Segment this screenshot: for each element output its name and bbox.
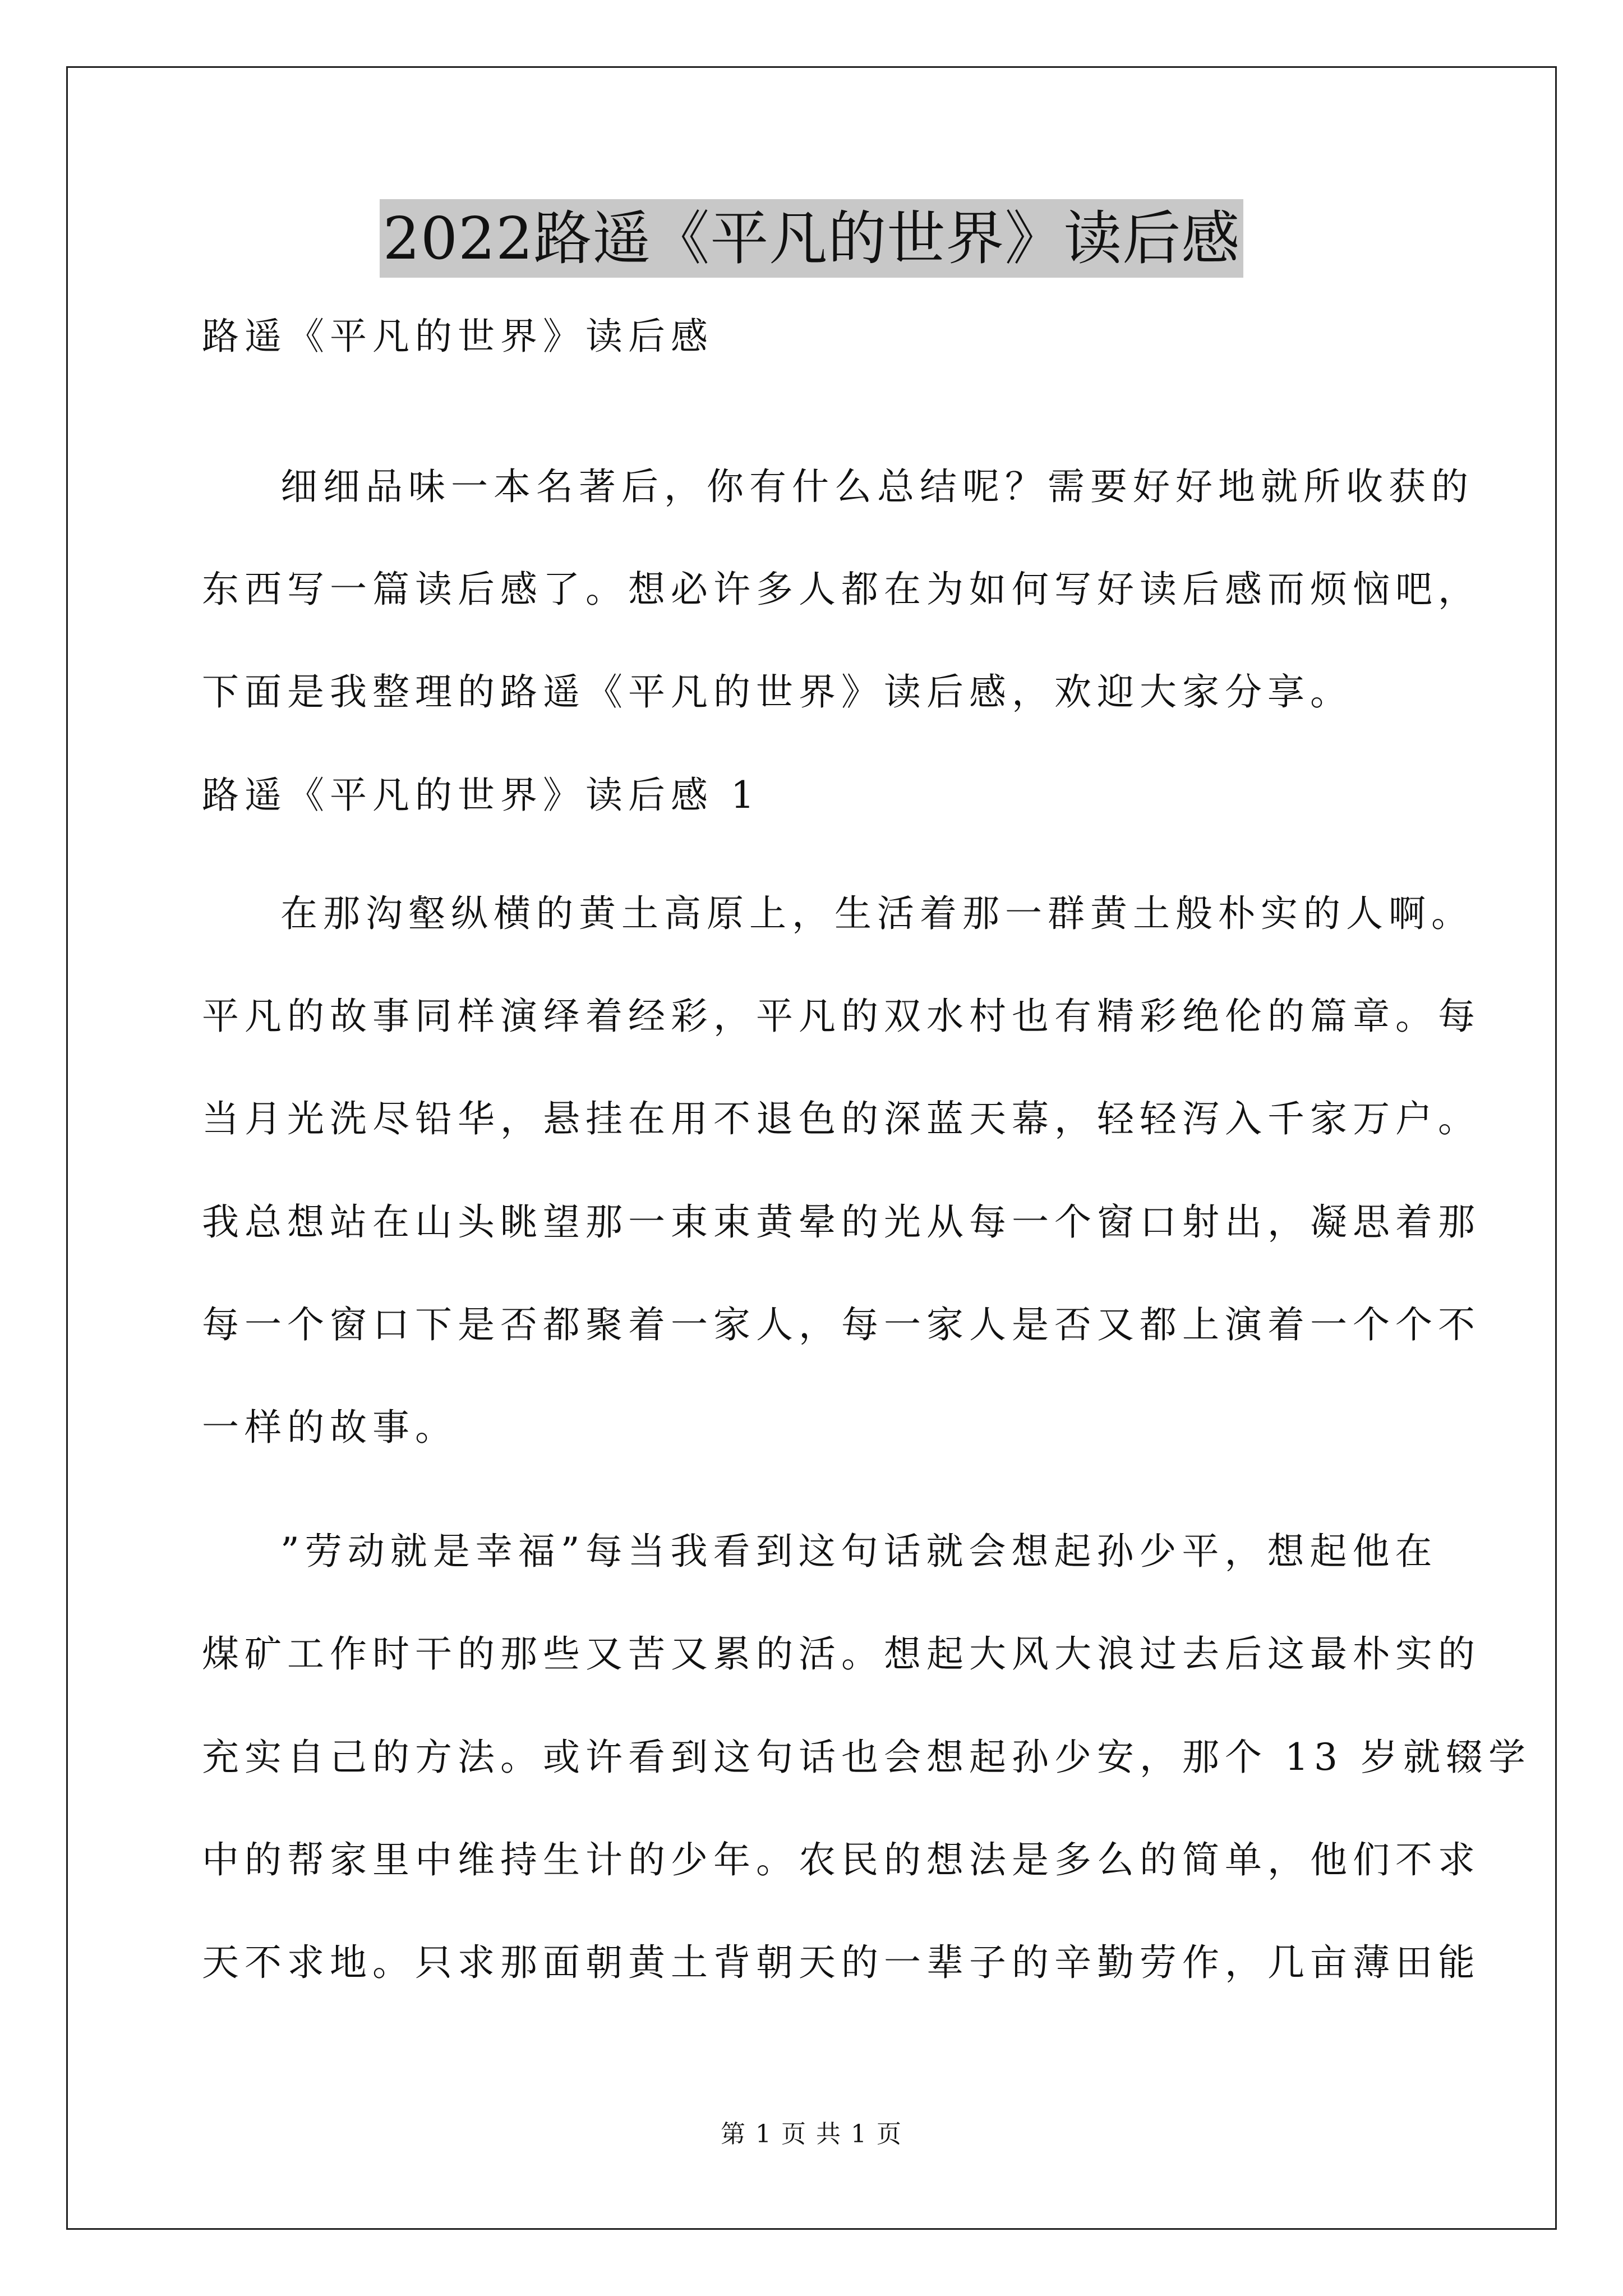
page-border xyxy=(66,66,1557,2230)
section-heading: 路遥《平凡的世界》读后感 1 xyxy=(202,774,760,817)
paragraph-line: 东西写一篇读后感了。想必许多人都在为如何写好读后感而烦恼吧， xyxy=(202,568,1481,611)
paragraph-line: 我总想站在山头眺望那一束束黄晕的光从每一个窗口射出，凝思着那 xyxy=(202,1200,1481,1244)
paragraph-line: 天不求地。只求那面朝黄土背朝天的一辈子的辛勤劳作，几亩薄田能 xyxy=(202,1941,1481,1984)
paragraph-line: 下面是我整理的路遥《平凡的世界》读后感，欢迎大家分享。 xyxy=(202,670,1353,714)
paragraph-line: 当月光洗尽铅华，悬挂在用不退色的深蓝天幕，轻轻泻入千家万户。 xyxy=(202,1097,1481,1140)
page-footer: 第 1 页 共 1 页 xyxy=(721,2120,902,2148)
paragraph-line: 每一个窗口下是否都聚着一家人，每一家人是否又都上演着一个个不 xyxy=(202,1303,1481,1346)
paragraph-line: 煤矿工作时干的那些又苦又累的活。想起大风大浪过去后这最朴实的 xyxy=(202,1632,1481,1676)
title-container xyxy=(0,199,1623,278)
paragraph-line: 细细品味一本名著后，你有什么总结呢？需要好好地就所收获的 xyxy=(280,465,1474,508)
paragraph-line: 中的帮家里中维持生计的少年。农民的想法是多么的简单，他们不求 xyxy=(202,1838,1481,1881)
paragraph-line: 在那沟壑纵横的黄土高原上，生活着那一群黄土般朴实的人啊。 xyxy=(280,892,1474,935)
paragraph-line: ”劳动就是幸福”每当我看到这句话就会想起孙少平，想起他在 xyxy=(280,1530,1438,1573)
subtitle-line: 路遥《平凡的世界》读后感 xyxy=(202,315,713,358)
paragraph-line: 充实自己的方法。或许看到这句话也会想起孙少安，那个 13 岁就辍学 xyxy=(202,1736,1531,1779)
paragraph-line: 一样的故事。 xyxy=(202,1406,458,1449)
paragraph-line: 平凡的故事同样演绎着经彩，平凡的双水村也有精彩绝伦的篇章。每 xyxy=(202,995,1481,1038)
document-title: 2022路遥《平凡的世界》读后感 xyxy=(380,199,1244,278)
